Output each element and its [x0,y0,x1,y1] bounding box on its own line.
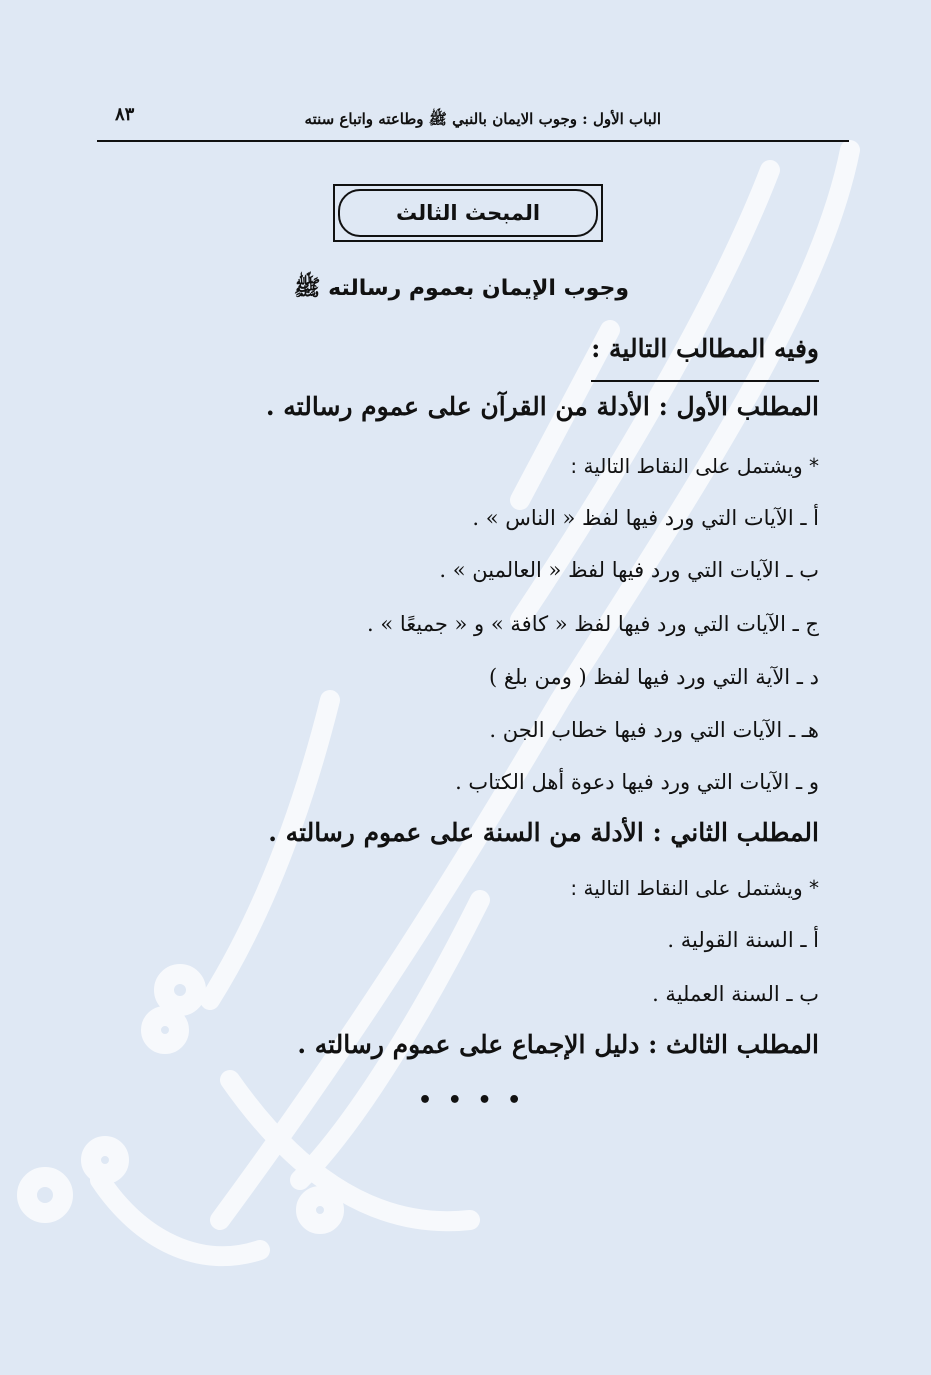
running-title: الباب الأول : وجوب الايمان بالنبي ﷺ وطاعته واتباع سنته [304,110,661,128]
matlab-1-heading: المطلب الأول : الأدلة من القرآن على عموم رسالته . [265,392,819,421]
matlab-1-item: و ـ الآيات التي ورد فيها دعوة أهل الكتاب . [455,770,819,794]
matlab-1-item: ب ـ الآيات التي ورد فيها لفظ « العالمين » . [439,558,819,582]
matlab-2-item: ب ـ السنة العملية . [652,982,819,1006]
matlab-1-item: هـ ـ الآيات التي ورد فيها خطاب الجن . [489,718,819,742]
end-ornament: • • • • [418,1088,526,1113]
section-title: المبحث الثالث [338,189,598,237]
intro-underline [591,380,819,382]
matlab-1-item: ج ـ الآيات التي ورد فيها لفظ « كافة » و « جميعًا » . [367,612,819,636]
matlab-1-points-intro: * ويشتمل على النقاط التالية : [570,454,819,478]
intro-heading: وفيه المطالب التالية : [591,334,819,363]
header-rule [97,140,849,142]
matlab-2-item: أ ـ السنة القولية . [667,928,819,952]
matlab-2-points-intro: * ويشتمل على النقاط التالية : [570,876,819,900]
page-number: ٨٣ [115,104,135,125]
section-subtitle: وجوب الإيمان بعموم رسالته ﷺ [293,276,629,301]
matlab-3-heading: المطلب الثالث : دليل الإجماع على عموم رسالته . [297,1030,819,1059]
matlab-2-heading: المطلب الثاني : الأدلة من السنة على عموم رسالته . [268,818,819,847]
matlab-1-item: أ ـ الآيات التي ورد فيها لفظ « الناس » . [472,506,819,530]
section-title-box [333,184,603,242]
matlab-1-item: د ـ الآية التي ورد فيها لفظ ( ومن بلغ ) [488,665,819,689]
